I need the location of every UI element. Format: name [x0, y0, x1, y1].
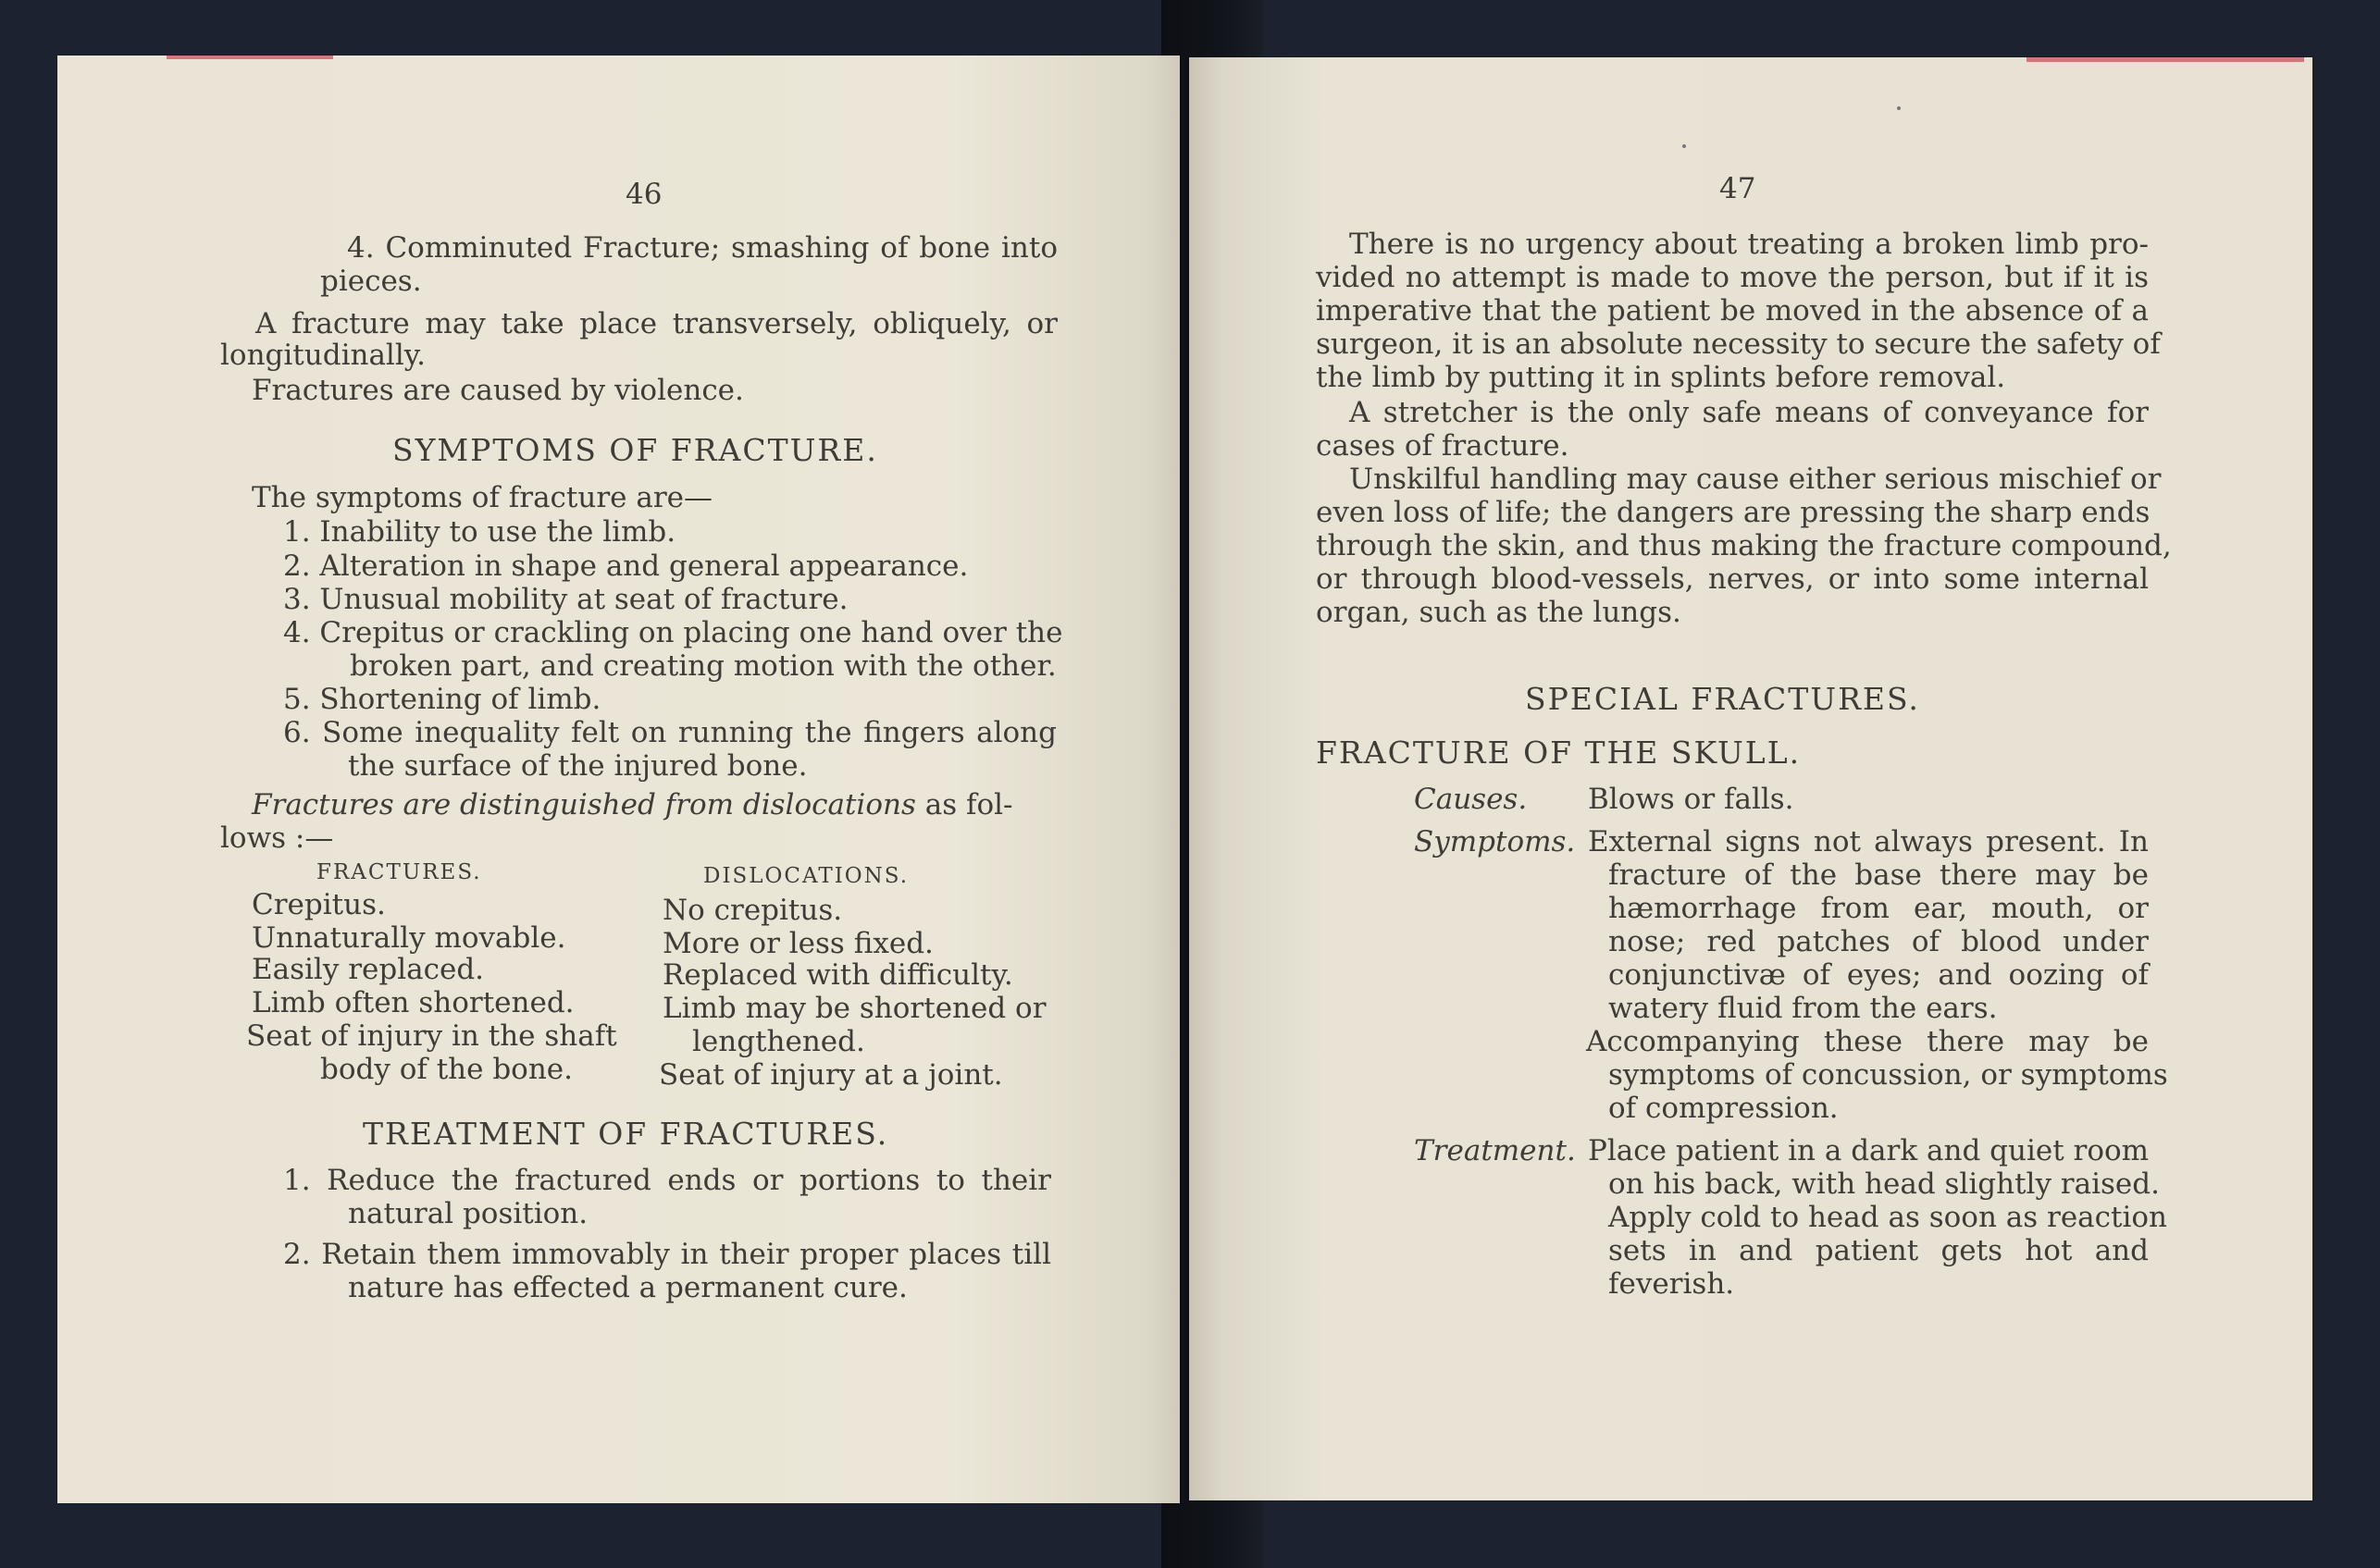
- page-edge-stain: [167, 56, 333, 59]
- list-item: 3. Unusual mobility at seat of fracture.: [283, 583, 849, 616]
- symptoms-text: Accompanying these there may be: [1586, 1025, 2149, 1058]
- table-cell: No crepitus.: [663, 894, 843, 927]
- list-item-continuation: natural position.: [348, 1197, 589, 1230]
- symptoms-text: hæmorrhage from ear, mouth, or: [1608, 892, 2149, 925]
- table-cell: Crepitus.: [252, 888, 386, 921]
- text-line: cases of fracture.: [1316, 429, 1569, 463]
- label-treatment: Treatment.: [1414, 1134, 1576, 1167]
- text-fragment: as fol-: [915, 788, 1013, 821]
- list-item-continuation: broken part, and creating motion with the other.: [350, 649, 1057, 683]
- table-cell: Seat of injury at a joint.: [659, 1058, 1003, 1092]
- list-item-continuation: nature has effected a permanent cure.: [348, 1271, 908, 1304]
- paper-speck: [1682, 144, 1686, 148]
- text-line: through the skin, and thus making the fracture compound,: [1316, 529, 2172, 562]
- list-item: 6. Some inequality felt on running the fingers along: [283, 716, 1057, 749]
- treatment-text: Apply cold to head as soon as reaction: [1608, 1201, 2168, 1234]
- table-cell: Unnaturally movable.: [252, 921, 566, 955]
- table-cell: Limb may be shortened or: [663, 992, 1047, 1025]
- text-line: the limb by putting it in splints before removal.: [1316, 361, 2006, 394]
- list-item: 1. Inability to use the limb.: [283, 515, 676, 549]
- symptoms-text: of compression.: [1608, 1092, 1839, 1125]
- symptoms-text: fracture of the base there may be: [1608, 858, 2149, 892]
- column-header-dislocations: DISLOCATIONS.: [703, 864, 910, 888]
- paper-speck: [1897, 106, 1901, 110]
- text-line: A fracture may take place transversely, obliquely, or: [255, 307, 1058, 340]
- list-item: 2. Retain them immovably in their proper places till: [283, 1238, 1051, 1271]
- text-line: organ, such as the lungs.: [1316, 596, 1681, 629]
- list-item: 1. Reduce the fractured ends or portions to their: [283, 1164, 1051, 1197]
- text-line: Fractures are caused by violence.: [252, 374, 744, 407]
- section-heading: TREATMENT OF FRACTURES.: [363, 1116, 889, 1152]
- text-line: 4. Comminuted Fracture; smashing of bone into: [347, 231, 1058, 265]
- text-line: pieces.: [320, 265, 422, 298]
- symptoms-text: watery fluid from the ears.: [1608, 992, 1998, 1025]
- list-item-continuation: the surface of the injured bone.: [348, 749, 808, 783]
- distinguish-line: [252, 788, 1057, 821]
- text-line: vided no attempt is made to move the person, but if it is: [1316, 261, 2149, 294]
- table-cell: lengthened.: [692, 1025, 865, 1058]
- italic-phrase: Fractures are distinguished from dislocations: [252, 788, 916, 821]
- section-heading: SPECIAL FRACTURES.: [1525, 681, 1920, 717]
- column-header-fractures: FRACTURES.: [316, 860, 482, 884]
- text-line: imperative that the patient be moved in the absence of a: [1316, 294, 2149, 327]
- text-line: A stretcher is the only safe means of conveyance for: [1349, 396, 2149, 429]
- table-cell: Replaced with difficulty.: [663, 958, 1013, 992]
- treatment-text: on his back, with head slightly raised.: [1608, 1167, 2160, 1201]
- table-cell: Easily replaced.: [252, 953, 485, 986]
- treatment-text: Place patient in a dark and quiet room: [1588, 1134, 2150, 1167]
- symptoms-text: nose; red patches of blood under: [1608, 925, 2149, 958]
- causes-text: Blows or falls.: [1588, 783, 1794, 816]
- table-cell: body of the bone.: [320, 1053, 574, 1086]
- text-line: Unskilful handling may cause either serious mischief or: [1349, 463, 2162, 496]
- page-number: 46: [626, 178, 663, 211]
- symptoms-text: External signs not always present. In: [1588, 825, 2149, 858]
- subsection-heading: FRACTURE OF THE SKULL.: [1316, 735, 1802, 771]
- symptoms-text: conjunctivæ of eyes; and oozing of: [1608, 958, 2149, 992]
- label-symptoms: Symptoms.: [1414, 825, 1576, 858]
- table-cell: Limb often shortened.: [252, 986, 575, 1019]
- list-item: 2. Alteration in shape and general appearance.: [283, 549, 969, 583]
- table-cell: More or less fixed.: [663, 927, 934, 960]
- text-line: The symptoms of fracture are—: [252, 481, 713, 514]
- section-heading: SYMPTOMS OF FRACTURE.: [392, 432, 878, 468]
- text-line: surgeon, it is an absolute necessity to secure the safety of: [1316, 327, 2161, 361]
- list-item: 5. Shortening of limb.: [283, 683, 601, 716]
- page-number: 47: [1719, 172, 1756, 205]
- text-line: even loss of life; the dangers are pressing the sharp ends: [1316, 496, 2151, 529]
- treatment-text: feverish.: [1608, 1267, 1735, 1301]
- treatment-text: sets in and patient gets hot and: [1608, 1234, 2149, 1267]
- symptoms-text: symptoms of concussion, or symptoms: [1608, 1058, 2168, 1092]
- text-line: longitudinally.: [220, 339, 427, 372]
- text-line: There is no urgency about treating a broken limb pro-: [1349, 228, 2149, 261]
- label-causes: Causes.: [1414, 783, 1528, 816]
- text-line: lows :—: [220, 821, 334, 855]
- page-edge-stain: [2027, 57, 2304, 62]
- table-cell: Seat of injury in the shaft: [246, 1019, 617, 1053]
- list-item: 4. Crepitus or crackling on placing one hand over the: [283, 616, 1063, 649]
- text-line: or through blood-vessels, nerves, or into some internal: [1316, 562, 2149, 596]
